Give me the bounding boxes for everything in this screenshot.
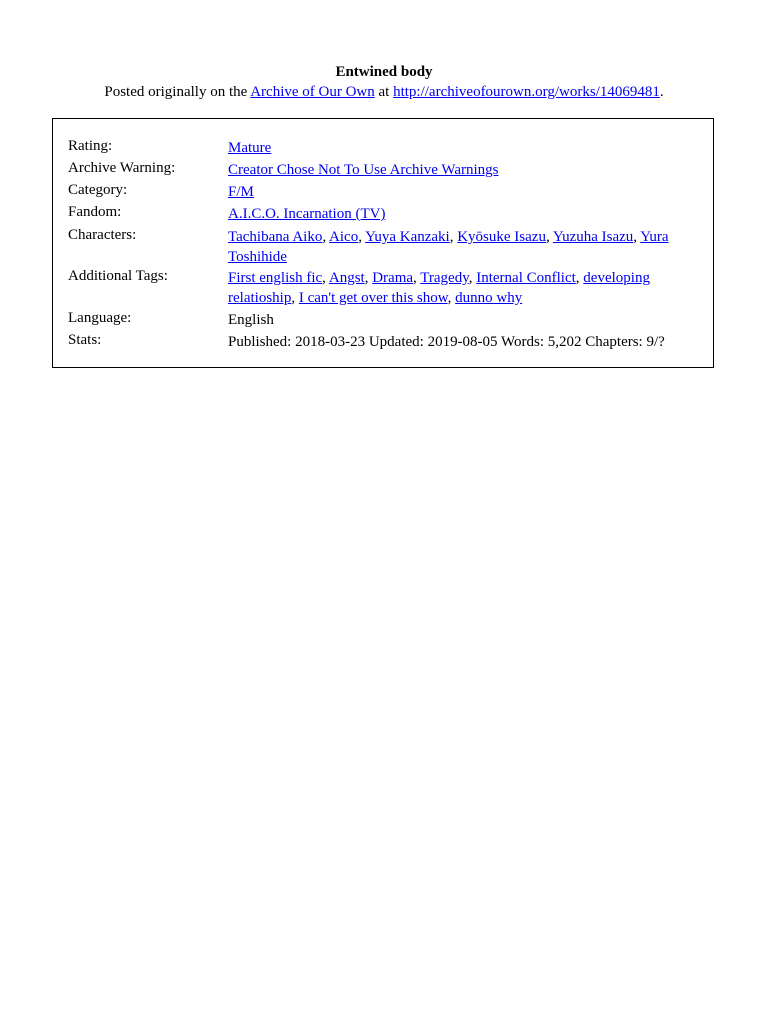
rating-label: Rating: [68,138,113,154]
work-header [0,62,768,102]
character-link[interactable]: Aico [329,229,359,245]
work-title: Entwined body [335,64,433,80]
stats-value: Published: 2018-03-23 Updated: 2019-08-05 Words: 5,202 Chapters: 9/? [228,334,665,350]
work-url-link[interactable]: http://archiveofourown.org/works/14069481 [393,84,660,100]
characters-label: Characters: [68,227,137,243]
posted-mid: at [374,84,394,100]
fandom-label: Fandom: [68,204,122,220]
characters-list: Tachibana Aiko, Aico, Yuya Kanzaki, Kyōsuke Isazu, Yuzuha Isazu, Yura Toshihide [228,229,669,265]
character-link[interactable]: Yura Toshihide [228,229,669,265]
language-label: Language: [68,310,132,326]
rating-link[interactable]: Mature [228,140,272,156]
tag-link[interactable]: Angst [328,270,365,286]
tag-link[interactable]: First english fic [228,270,323,286]
tag-link[interactable]: I can't get over this show [298,290,448,306]
tags-label: Additional Tags: [68,268,168,284]
fandom-link[interactable]: A.I.C.O. Incarnation (TV) [228,206,386,222]
posted-suffix: . [659,84,664,100]
tag-link[interactable]: Tragedy [420,270,469,286]
tag-link[interactable]: Internal Conflict [476,270,576,286]
stats-label: Stats: [68,332,102,348]
character-link[interactable]: Kyōsuke Isazu [457,229,546,245]
language-value: English [228,312,274,328]
character-link[interactable]: Yuzuha Isazu [552,229,634,245]
category-link[interactable]: F/M [228,184,254,200]
warning-link[interactable]: Creator Chose Not To Use Archive Warnings [228,162,499,178]
posted-line [0,82,768,102]
posted-prefix: Posted originally on the [104,84,251,100]
category-label: Category: [68,182,128,198]
archive-link[interactable]: Archive of Our Own [250,84,375,100]
tag-link[interactable]: Drama [372,270,414,286]
character-link[interactable]: Yuya Kanzaki [365,229,450,245]
tag-link[interactable]: dunno why [455,290,523,306]
work-meta-box [52,118,714,368]
tags-list: First english fic, Angst, Drama, Tragedy, Internal Conflict, developing relatioship, I can't get over this show, dunno why [228,270,650,306]
tag-link[interactable]: developing relatioship [228,270,650,306]
character-link[interactable]: Tachibana Aiko [228,229,323,245]
warning-label: Archive Warning: [68,160,176,176]
